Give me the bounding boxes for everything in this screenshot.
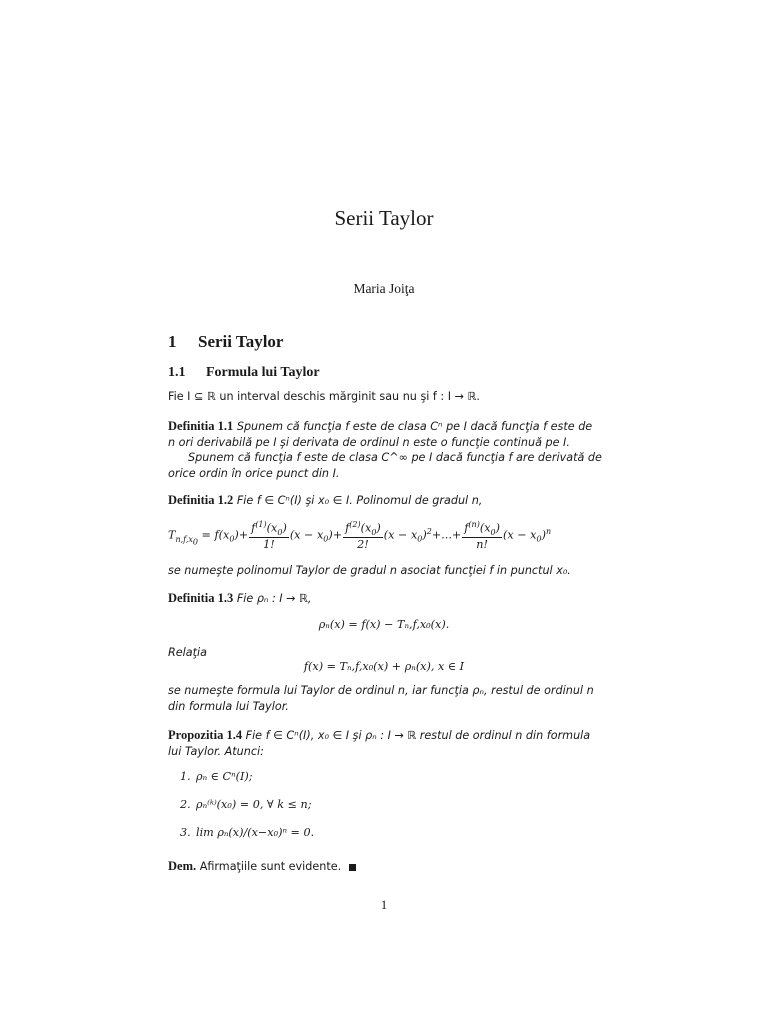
- definition-1-3-after: se numeşte formula lui Taylor de ordinul n, iar funcţia ρₙ, restul de ordinul n din formula lui Taylor.: [168, 684, 594, 713]
- subsection-number: 1.1: [168, 365, 186, 380]
- definition-1-1-text2: Spunem că funcţia f este de clasa C^∞ pe I dacă funcţia f are derivată de orice ordin în orice punct din I.: [168, 451, 602, 480]
- remainder-formula: ρₙ(x) = f(x) − Tₙ,f,x₀(x).: [318, 618, 450, 631]
- proposition-1-4-label: Propozitia 1.4: [168, 728, 243, 742]
- page-number: 1: [380, 897, 388, 912]
- definition-1-2-label: Definitia 1.2: [168, 493, 234, 507]
- definition-1-2: [168, 492, 602, 509]
- proposition-1-4-text: Fie f ∈ Cⁿ(I), x₀ ∈ I şi ρₙ : I → ℝ restul de ordinul n din formula lui Taylor. Atunci:: [168, 729, 591, 758]
- list-item-number: 3.: [180, 826, 191, 839]
- definition-1-1: [168, 418, 602, 451]
- subsection-title: Formula lui Taylor: [206, 365, 320, 380]
- list-item: [180, 826, 314, 839]
- subsection-heading: [168, 365, 320, 381]
- definition-1-2-after: se numeşte polinomul Taylor de gradul n asociat funcţiei f in punctul x₀.: [168, 564, 571, 577]
- proof: [168, 858, 602, 875]
- list-item-number: 1.: [180, 770, 191, 783]
- document-title: Serii Taylor: [334, 206, 434, 230]
- definition-1-1-label: Definitia 1.1: [168, 419, 234, 433]
- definition-1-3-text: Fie ρₙ : I → ℝ,: [236, 592, 312, 605]
- list-item: [180, 770, 253, 783]
- definition-1-3: [168, 590, 602, 607]
- proof-text: Afirmaţiile sunt evidente.: [199, 860, 342, 873]
- taylor-formula: f(x) = Tₙ,f,x₀(x) + ρₙ(x), x ∈ I: [303, 660, 465, 673]
- section-heading: [168, 332, 283, 352]
- proposition-1-4: [168, 727, 602, 760]
- list-item-number: 2.: [180, 798, 191, 811]
- list-item: [180, 798, 311, 811]
- list-item-text: lim ρₙ(x)/(x−x₀)ⁿ = 0.: [196, 826, 315, 839]
- list-item-text: ρₙ⁽ᵏ⁾(x₀) = 0, ∀ k ≤ n;: [196, 798, 312, 811]
- author-name: Maria Joiţa: [353, 281, 415, 296]
- section-title: Serii Taylor: [198, 332, 284, 351]
- list-item-text: ρₙ ∈ Cⁿ(I);: [196, 770, 253, 783]
- proof-label: Dem.: [168, 859, 197, 873]
- definition-1-3-label: Definitia 1.3: [168, 591, 234, 605]
- intro-paragraph: Fie I ⊆ ℝ un interval deschis mărginit sau nu şi f : I → ℝ.: [168, 390, 480, 403]
- definition-1-2-text: Fie f ∈ Cⁿ(I) şi x₀ ∈ I. Polinomul de gradul n,: [236, 494, 483, 507]
- relatia-label: Relaţia: [168, 646, 207, 659]
- section-number: 1: [168, 332, 177, 351]
- definition-1-1-text: Spunem că funcţia f este de clasa Cⁿ pe I dacă funcţia f este de n ori derivabilă pe I şi derivata de ordinul n este o funcţie continuă pe I.: [168, 420, 593, 449]
- qed-square-icon: [349, 864, 356, 871]
- taylor-polynomial-formula: $T_{n,f,x_0} = f(x_0)+$ $\frac{f^{(1)}(x_0)}{1!}$ $(x - x_0)+$ $\frac{f^{(2)}(x_0)}{2!}$ $(x - x_0)^2+...+$ $\frac{f^{(n)}(x_0)}{n!}$ $(x - x_0)^n$: [168, 520, 552, 551]
